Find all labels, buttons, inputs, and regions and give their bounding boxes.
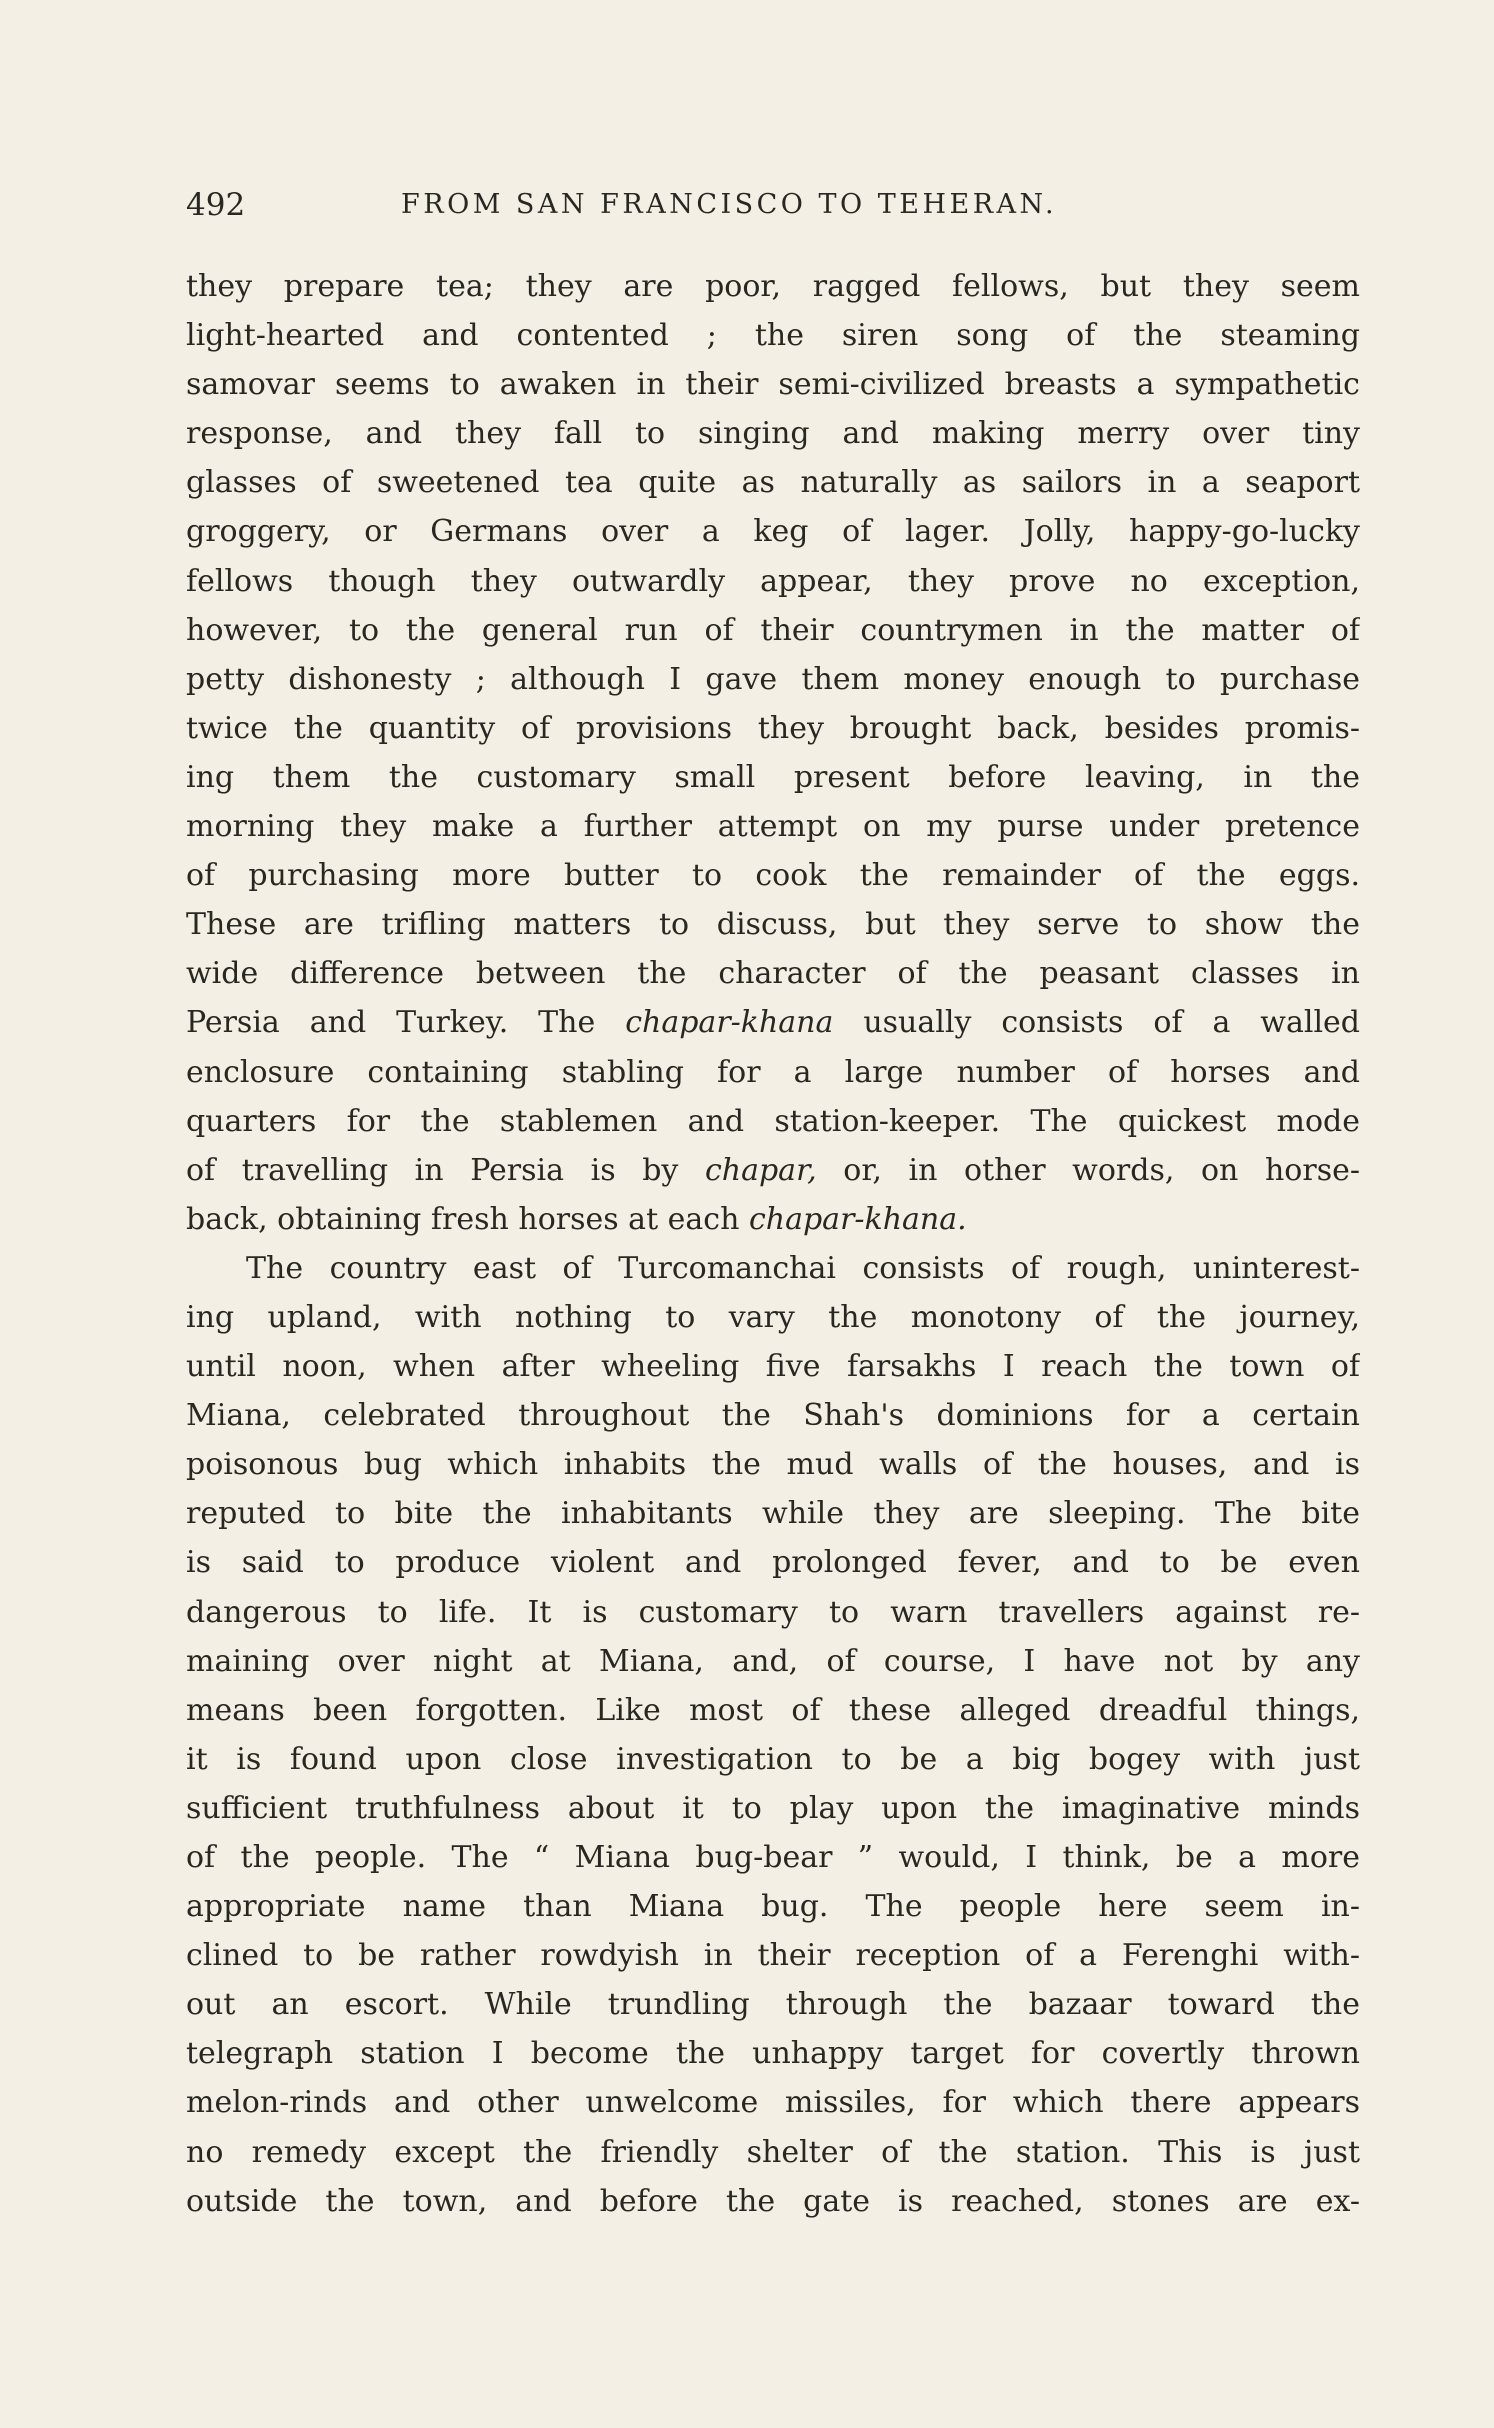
text-line xyxy=(186,1146,1360,1195)
text-run: back, obtaining fresh horses at each xyxy=(186,1201,749,1237)
text-line: response, and they fall to singing and making merry over tiny xyxy=(186,416,1360,452)
text-line: maining over night at Miana, and, of course, I have not by any xyxy=(186,1643,1360,1679)
text-line: clined to be rather rowdyish in their reception of a Ferenghi with- xyxy=(186,1938,1360,1974)
text-line: twice the quantity of provisions they brought back, besides promis- xyxy=(186,710,1360,746)
text-line: The country east of Turcomanchai consists of rough, uninterest- xyxy=(246,1250,1360,1286)
text-line: appropriate name than Miana bug. The people here seem in- xyxy=(186,1889,1360,1925)
text-line: samovar seems to awaken in their semi-civilized breasts a sympathetic xyxy=(186,367,1360,403)
text-line xyxy=(186,1195,1360,1244)
paragraph-2 xyxy=(186,1244,1360,2226)
text-line: poisonous bug which inhabits the mud walls of the houses, and is xyxy=(186,1447,1360,1483)
text-line: means been forgotten. Like most of these alleged dreadful things, xyxy=(186,1692,1360,1728)
text-line: no remedy except the friendly shelter of the station. This is just xyxy=(186,2134,1360,2170)
page-header xyxy=(186,183,1360,227)
text-line: groggery, or Germans over a keg of lager. Jolly, happy-go-lucky xyxy=(186,514,1360,550)
text-line: fellows though they outwardly appear, they prove no exception, xyxy=(186,563,1360,599)
page-body xyxy=(186,262,1360,2226)
text-line: quarters for the stablemen and station-keeper. The quickest mode xyxy=(186,1103,1360,1139)
text-line: wide difference between the character of the peasant classes in xyxy=(186,956,1360,992)
paragraph-1 xyxy=(186,262,1360,1244)
text-line: morning they make a further attempt on my purse under pretence xyxy=(186,809,1360,845)
page-number: 492 xyxy=(186,187,246,223)
text-line: of the people. The “ Miana bug-bear ” would, I think, be a more xyxy=(186,1840,1360,1875)
text-line: sufficient truthfulness about it to play upon the imaginative minds xyxy=(186,1790,1360,1826)
italic-term: chapar-khana. xyxy=(748,1201,967,1237)
text-line: reputed to bite the inhabitants while they are sleeping. The bite xyxy=(186,1496,1360,1532)
italic-term: chapar-khana xyxy=(625,1005,834,1041)
text-line: of purchasing more butter to cook the remainder of the eggs. xyxy=(186,858,1360,894)
text-line: it is found upon close investigation to be a big bogey with just xyxy=(186,1741,1360,1777)
text-line: glasses of sweetened tea quite as naturally as sailors in a seaport xyxy=(186,465,1360,501)
text-line: until noon, when after wheeling five farsakhs I reach the town of xyxy=(186,1349,1360,1385)
text-line: however, to the general run of their countrymen in the matter of xyxy=(186,612,1360,648)
text-run: Persia and Turkey. The xyxy=(186,1005,626,1041)
text-line: melon-rinds and other unwelcome missiles, for which there appears xyxy=(186,2085,1360,2121)
text-run: or, in other words, on horse- xyxy=(816,1152,1360,1188)
text-line: petty dishonesty ; although I gave them money enough to purchase xyxy=(186,661,1360,697)
text-line: ing upland, with nothing to vary the monotony of the journey, xyxy=(186,1299,1360,1335)
text-line: dangerous to life. It is customary to warn travellers against re- xyxy=(186,1594,1360,1630)
text-line xyxy=(186,998,1360,1047)
running-title: FROM SAN FRANCISCO TO TEHERAN. xyxy=(401,189,1058,220)
text-line: outside the town, and before the gate is reached, stones are ex- xyxy=(186,2183,1360,2219)
text-line: they prepare tea; they are poor, ragged fellows, but they seem xyxy=(186,269,1360,304)
text-line: is said to produce violent and prolonged fever, and to be even xyxy=(186,1545,1360,1581)
text-line: Miana, celebrated throughout the Shah's dominions for a certain xyxy=(186,1398,1360,1434)
text-run: usually consists of a walled xyxy=(833,1005,1360,1041)
text-line: ing them the customary small present before leaving, in the xyxy=(186,759,1360,795)
text-line: These are trifling matters to discuss, but they serve to show the xyxy=(186,907,1360,943)
text-line: out an escort. While trundling through the bazaar toward the xyxy=(186,1987,1360,2023)
text-line: telegraph station I become the unhappy target for covertly thrown xyxy=(186,2036,1360,2072)
text-run: of travelling in Persia is by xyxy=(186,1152,705,1188)
italic-term: chapar, xyxy=(704,1152,817,1188)
text-line: light-hearted and contented ; the siren song of the steaming xyxy=(186,318,1360,354)
text-line: enclosure containing stabling for a large number of horses and xyxy=(186,1054,1360,1090)
